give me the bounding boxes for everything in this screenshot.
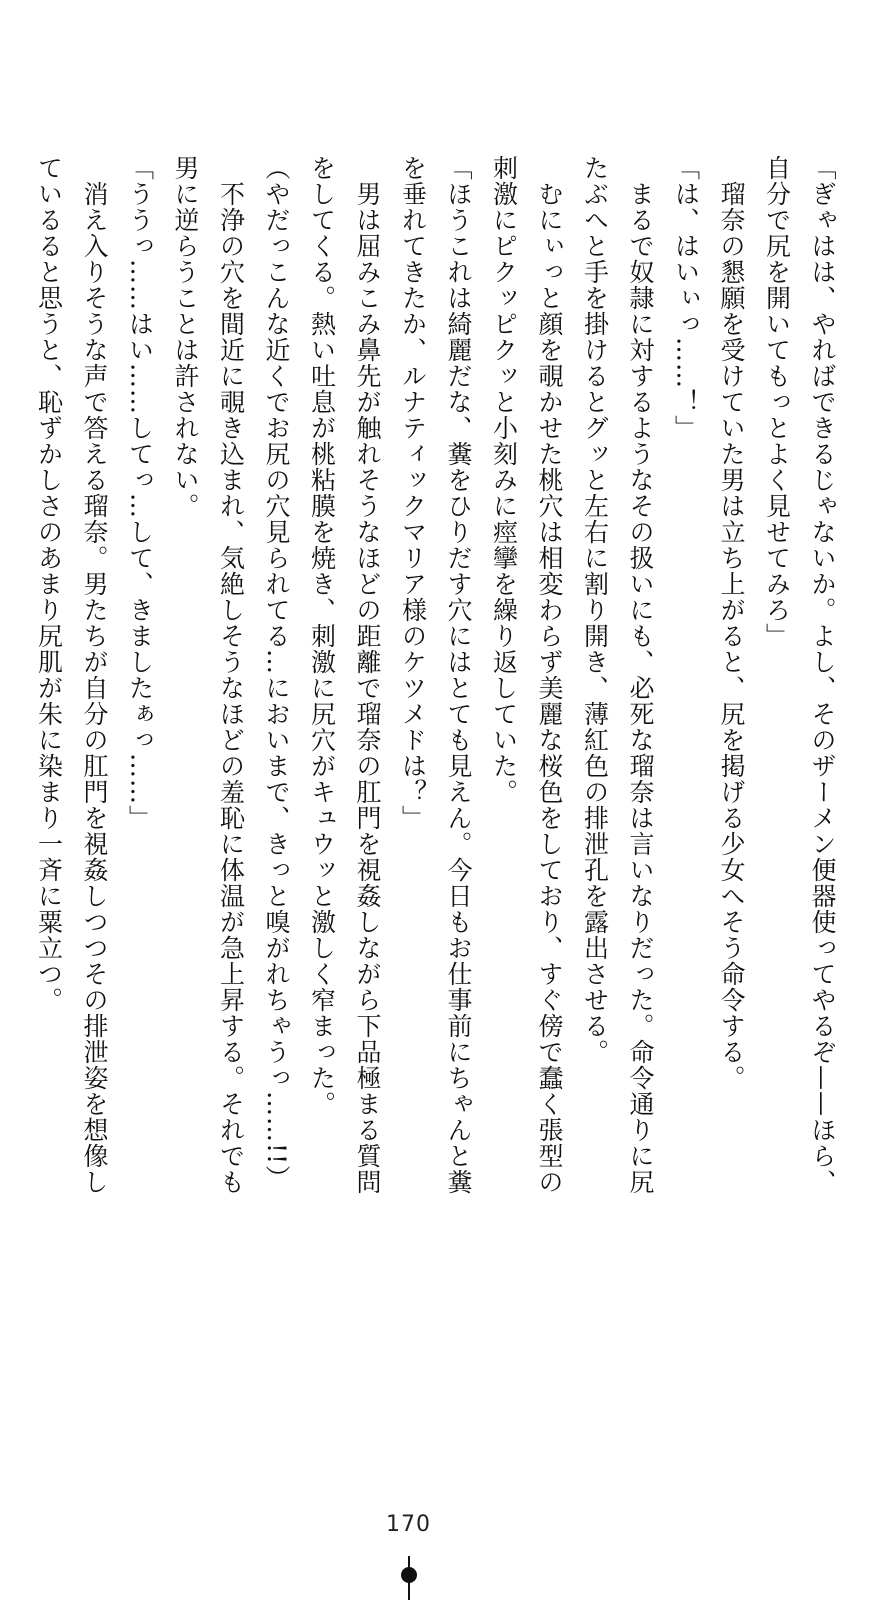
text-line: 「ぎゃはは、やればできるじゃないか。よし、そのザーメン便器使ってやるぞ——ほら、 <box>808 155 837 1195</box>
text-line: 「ううっ……はい……してっ…して、きましたぁっ……」 <box>125 155 155 831</box>
text-line: をしてくる。熱い吐息が桃粘膜を焼き、刺激に尻穴がキュウッと激しく窄まった。 <box>307 155 337 1117</box>
text-line: 自分で尻を開いてもっとよく見せてみろ」 <box>762 155 792 649</box>
text-line: 瑠奈の懇願を受けていた男は立ち上がると、尻を掲げる少女へそう命令する。 <box>717 155 746 1091</box>
text-line: たぶへと手を掛けるとグッと左右に割り開き、薄紅色の排泄孔を露出させる。 <box>580 155 610 1065</box>
text-line: ているると思うと、恥ずかしさのあまり尻肌が朱に染まり一斉に粟立つ。 <box>35 155 64 1013</box>
text-line: 男は屈みこみ鼻先が触れそうなほどの距離で瑠奈の肛門を視姦しながら下品極まる質問 <box>353 155 382 1195</box>
text-line: 「は、はいぃっ……！」 <box>671 155 701 441</box>
page-marker-dot-icon <box>401 1567 417 1583</box>
text-line: を垂れてきたか、ルナティックマリア様のケツメドは？」 <box>398 155 428 831</box>
text-line: 消え入りそうな声で答える瑠奈。男たちが自分の肛門を視姦しつつその排泄姿を想像し <box>80 155 109 1195</box>
text-line: （やだっこんな近くでお尻の穴見られてる…においまで、きっと嗅がれちゃうっ……!!） <box>262 155 291 1192</box>
text-line: 刺激にピクッピクッと小刻みに痙攣を繰り返していた。 <box>489 155 519 805</box>
vertical-text-body <box>35 155 845 1315</box>
text-line: まるで奴隷に対するようなその扱いにも、必死な瑠奈は言いなりだった。命令通りに尻 <box>626 155 655 1195</box>
text-line: 「ほうこれは綺麗だな、糞をひりだす穴にはとても見えん。今日もお仕事前にちゃんと糞 <box>444 155 473 1195</box>
text-line: 不浄の穴を間近に覗き込まれ、気絶しそうなほどの羞恥に体温が急上昇する。それでも <box>216 155 246 1195</box>
page-number: 170 <box>386 1512 431 1537</box>
text-line: むにぃっと顔を覗かせた桃穴は相変わらず美麗な桜色をしており、すぐ傍で蠢く張型の <box>535 155 564 1195</box>
text-line: 男に逆らうことは許されない。 <box>171 155 200 519</box>
